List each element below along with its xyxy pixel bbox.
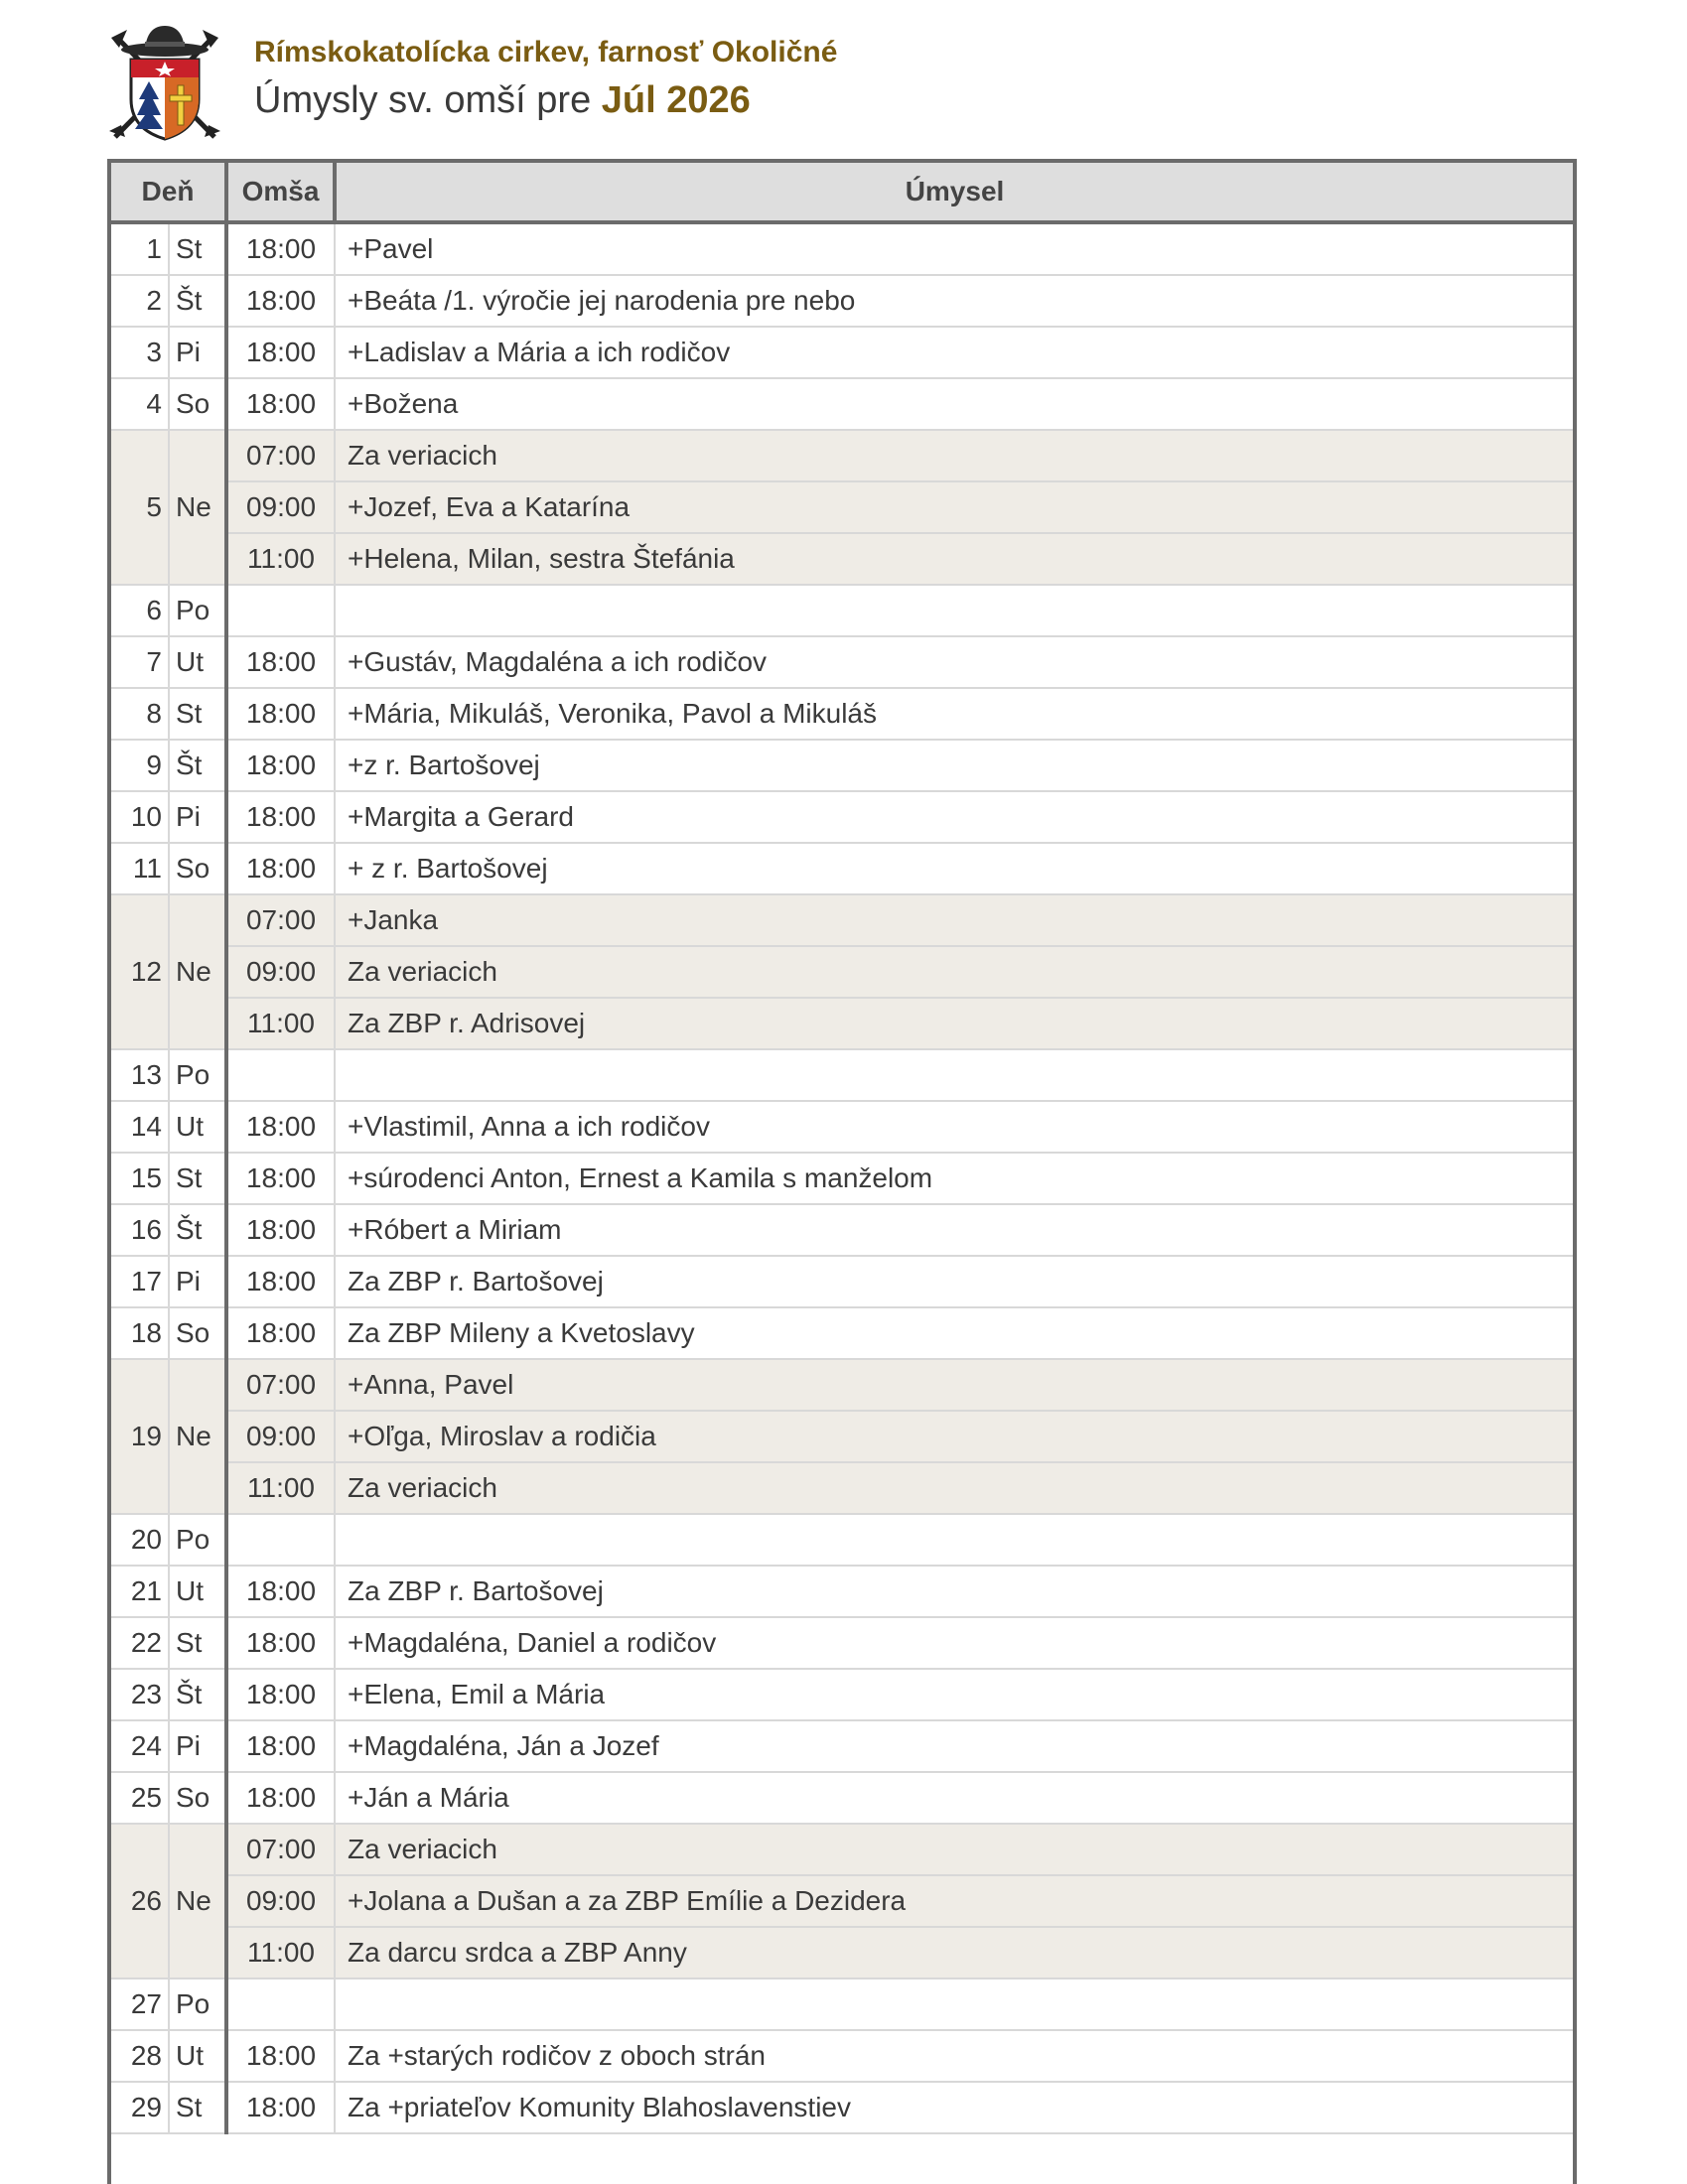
day-number: 28 xyxy=(111,2030,169,2082)
table-row xyxy=(111,533,1573,585)
mass-intention: +Vlastimil, Anna a ich rodičov xyxy=(335,1101,1573,1153)
day-number: 3 xyxy=(111,327,169,378)
mass-intention: Za veriacich xyxy=(335,946,1573,998)
mass-intention: +Janka xyxy=(335,894,1573,946)
table-row xyxy=(111,481,1573,533)
mass-intention: Za veriacich xyxy=(335,430,1573,481)
day-name: Ne xyxy=(169,430,226,585)
table-row xyxy=(111,791,1573,843)
mass-time: 09:00 xyxy=(226,1875,335,1927)
table-row xyxy=(111,1411,1573,1462)
day-name: Ut xyxy=(169,636,226,688)
day-number: 8 xyxy=(111,688,169,740)
day-number: 29 xyxy=(111,2082,169,2133)
mass-time: 18:00 xyxy=(226,1617,335,1669)
mass-intention: +Ladislav a Mária a ich rodičov xyxy=(335,327,1573,378)
parish-name: Rímskokatolícka cirkev, farnosť Okoličné xyxy=(254,36,838,68)
day-number: 17 xyxy=(111,1256,169,1307)
table-row xyxy=(111,430,1573,481)
title-prefix: Úmysly sv. omší pre xyxy=(254,79,592,121)
day-name: Po xyxy=(169,1049,226,1101)
table-row xyxy=(111,1772,1573,1824)
mass-time: 07:00 xyxy=(226,430,335,481)
table-row xyxy=(111,222,1573,275)
mass-time: 11:00 xyxy=(226,1462,335,1514)
mass-time: 11:00 xyxy=(226,533,335,585)
mass-intention: +Božena xyxy=(335,378,1573,430)
mass-intentions-table-container xyxy=(107,159,1577,2184)
table-row xyxy=(111,1617,1573,1669)
day-name: So xyxy=(169,378,226,430)
day-name: Ne xyxy=(169,1824,226,1979)
table-row xyxy=(111,894,1573,946)
day-number: 25 xyxy=(111,1772,169,1824)
mass-intentions-table xyxy=(111,163,1573,2134)
mass-time: 18:00 xyxy=(226,843,335,894)
page-title xyxy=(254,79,751,122)
mass-time xyxy=(226,1049,335,1101)
table-header-row xyxy=(111,163,1573,222)
day-name: Pi xyxy=(169,1256,226,1307)
mass-time: 18:00 xyxy=(226,1566,335,1617)
table-row xyxy=(111,2082,1573,2133)
mass-time: 18:00 xyxy=(226,1153,335,1204)
mass-time: 09:00 xyxy=(226,1411,335,1462)
table-row xyxy=(111,1979,1573,2030)
day-name: Ut xyxy=(169,1566,226,1617)
day-number: 27 xyxy=(111,1979,169,2030)
mass-intention: +z r. Bartošovej xyxy=(335,740,1573,791)
table-row xyxy=(111,740,1573,791)
day-number: 16 xyxy=(111,1204,169,1256)
mass-time: 18:00 xyxy=(226,791,335,843)
mass-time: 07:00 xyxy=(226,1359,335,1411)
day-name: Po xyxy=(169,1979,226,2030)
day-name: Pi xyxy=(169,1720,226,1772)
table-row xyxy=(111,688,1573,740)
mass-time: 18:00 xyxy=(226,1256,335,1307)
mass-intention: +Ján a Mária xyxy=(335,1772,1573,1824)
mass-time: 18:00 xyxy=(226,1669,335,1720)
mass-intention: Za ZBP r. Bartošovej xyxy=(335,1566,1573,1617)
mass-time: 18:00 xyxy=(226,1204,335,1256)
table-row xyxy=(111,2030,1573,2082)
mass-intention: Za ZBP r. Adrisovej xyxy=(335,998,1573,1049)
day-number: 26 xyxy=(111,1824,169,1979)
column-header-intention: Úmysel xyxy=(335,163,1573,222)
day-name: Po xyxy=(169,1514,226,1566)
mass-time: 18:00 xyxy=(226,2082,335,2133)
day-name: So xyxy=(169,843,226,894)
mass-intention: Za +priateľov Komunity Blahoslavenstiev xyxy=(335,2082,1573,2133)
table-row xyxy=(111,1359,1573,1411)
mass-intention: +Helena, Milan, sestra Štefánia xyxy=(335,533,1573,585)
mass-intention: +Jozef, Eva a Katarína xyxy=(335,481,1573,533)
table-row xyxy=(111,946,1573,998)
day-name: Ne xyxy=(169,894,226,1049)
day-number: 23 xyxy=(111,1669,169,1720)
mass-intention: +Mária, Mikuláš, Veronika, Pavol a Mikuláš xyxy=(335,688,1573,740)
day-number: 14 xyxy=(111,1101,169,1153)
mass-intention: Za veriacich xyxy=(335,1824,1573,1875)
column-header-day: Deň xyxy=(111,163,226,222)
day-number: 9 xyxy=(111,740,169,791)
mass-intention: +Oľga, Miroslav a rodičia xyxy=(335,1411,1573,1462)
mass-time xyxy=(226,1979,335,2030)
table-row xyxy=(111,843,1573,894)
day-number: 24 xyxy=(111,1720,169,1772)
day-number: 5 xyxy=(111,430,169,585)
mass-intention: +Gustáv, Magdaléna a ich rodičov xyxy=(335,636,1573,688)
day-number: 2 xyxy=(111,275,169,327)
mass-intention: +Jolana a Dušan a za ZBP Emílie a Dezidera xyxy=(335,1875,1573,1927)
mass-intention: Za ZBP r. Bartošovej xyxy=(335,1256,1573,1307)
table-row xyxy=(111,1462,1573,1514)
mass-intention: +Elena, Emil a Mária xyxy=(335,1669,1573,1720)
mass-time: 18:00 xyxy=(226,688,335,740)
mass-time: 18:00 xyxy=(226,740,335,791)
mass-intention: +Pavel xyxy=(335,222,1573,275)
day-name: St xyxy=(169,2082,226,2133)
table-row xyxy=(111,585,1573,636)
day-number: 15 xyxy=(111,1153,169,1204)
mass-time: 18:00 xyxy=(226,275,335,327)
mass-intention: Za veriacich xyxy=(335,1462,1573,1514)
day-name: Št xyxy=(169,1669,226,1720)
mass-time: 11:00 xyxy=(226,1927,335,1979)
mass-time: 07:00 xyxy=(226,894,335,946)
day-number: 4 xyxy=(111,378,169,430)
table-body xyxy=(111,222,1573,2133)
day-name: Št xyxy=(169,740,226,791)
mass-intention: Za darcu srdca a ZBP Anny xyxy=(335,1927,1573,1979)
day-name: Pi xyxy=(169,327,226,378)
mass-time: 18:00 xyxy=(226,636,335,688)
mass-time: 07:00 xyxy=(226,1824,335,1875)
day-name: So xyxy=(169,1307,226,1359)
day-number: 21 xyxy=(111,1566,169,1617)
mass-time: 18:00 xyxy=(226,1101,335,1153)
table-row xyxy=(111,1049,1573,1101)
page-header xyxy=(107,20,1597,144)
mass-intention: Za +starých rodičov z oboch strán xyxy=(335,2030,1573,2082)
day-name: Ut xyxy=(169,1101,226,1153)
table-row xyxy=(111,378,1573,430)
mass-intention xyxy=(335,1049,1573,1101)
mass-intention: +Magdaléna, Daniel a rodičov xyxy=(335,1617,1573,1669)
mass-time: 18:00 xyxy=(226,378,335,430)
mass-time: 09:00 xyxy=(226,481,335,533)
table-row xyxy=(111,1875,1573,1927)
parish-coat-of-arms-icon xyxy=(107,20,222,141)
table-row xyxy=(111,1101,1573,1153)
day-name: St xyxy=(169,688,226,740)
mass-intention: +Anna, Pavel xyxy=(335,1359,1573,1411)
table-row xyxy=(111,1669,1573,1720)
day-number: 13 xyxy=(111,1049,169,1101)
column-header-mass: Omša xyxy=(226,163,335,222)
mass-time: 11:00 xyxy=(226,998,335,1049)
mass-time: 18:00 xyxy=(226,2030,335,2082)
mass-intention xyxy=(335,1979,1573,2030)
table-row xyxy=(111,1927,1573,1979)
day-name: Št xyxy=(169,275,226,327)
mass-intention: Za ZBP Mileny a Kvetoslavy xyxy=(335,1307,1573,1359)
day-name: St xyxy=(169,1153,226,1204)
day-name: So xyxy=(169,1772,226,1824)
mass-time: 18:00 xyxy=(226,1772,335,1824)
mass-time xyxy=(226,1514,335,1566)
mass-intention: +Beáta /1. výročie jej narodenia pre nebo xyxy=(335,275,1573,327)
day-number: 1 xyxy=(111,222,169,275)
mass-intention: +súrodenci Anton, Ernest a Kamila s manželom xyxy=(335,1153,1573,1204)
mass-intention: +Magdaléna, Ján a Jozef xyxy=(335,1720,1573,1772)
mass-intention xyxy=(335,1514,1573,1566)
day-name: Ne xyxy=(169,1359,226,1514)
mass-time xyxy=(226,585,335,636)
table-row xyxy=(111,998,1573,1049)
day-number: 10 xyxy=(111,791,169,843)
mass-time: 18:00 xyxy=(226,1307,335,1359)
day-number: 7 xyxy=(111,636,169,688)
table-row xyxy=(111,1307,1573,1359)
day-name: Št xyxy=(169,1204,226,1256)
table-row xyxy=(111,1256,1573,1307)
day-name: Pi xyxy=(169,791,226,843)
title-month: Júl 2026 xyxy=(601,79,751,121)
day-name: St xyxy=(169,1617,226,1669)
table-row xyxy=(111,327,1573,378)
day-number: 19 xyxy=(111,1359,169,1514)
mass-intention xyxy=(335,585,1573,636)
day-number: 22 xyxy=(111,1617,169,1669)
day-number: 20 xyxy=(111,1514,169,1566)
day-number: 18 xyxy=(111,1307,169,1359)
table-row xyxy=(111,1566,1573,1617)
mass-time: 18:00 xyxy=(226,1720,335,1772)
mass-time: 09:00 xyxy=(226,946,335,998)
table-row xyxy=(111,1720,1573,1772)
day-number: 12 xyxy=(111,894,169,1049)
mass-intention: + z r. Bartošovej xyxy=(335,843,1573,894)
day-number: 11 xyxy=(111,843,169,894)
mass-intention: +Róbert a Miriam xyxy=(335,1204,1573,1256)
mass-intention: +Margita a Gerard xyxy=(335,791,1573,843)
day-name: St xyxy=(169,222,226,275)
mass-time: 18:00 xyxy=(226,222,335,275)
mass-time: 18:00 xyxy=(226,327,335,378)
table-row xyxy=(111,1824,1573,1875)
day-name: Po xyxy=(169,585,226,636)
table-row xyxy=(111,636,1573,688)
table-row xyxy=(111,275,1573,327)
table-row xyxy=(111,1204,1573,1256)
day-name: Ut xyxy=(169,2030,226,2082)
table-row xyxy=(111,1153,1573,1204)
table-row xyxy=(111,1514,1573,1566)
day-number: 6 xyxy=(111,585,169,636)
